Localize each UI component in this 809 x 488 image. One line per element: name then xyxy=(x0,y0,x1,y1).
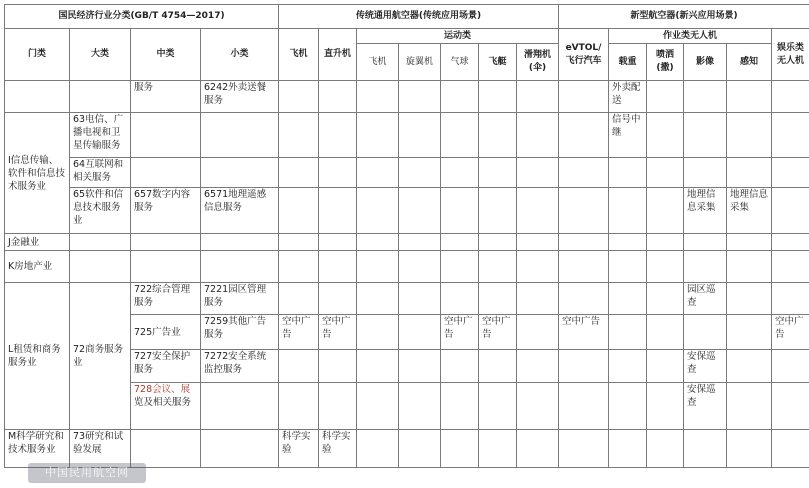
traditional-aircraft-header: 传统通用航空器(传统应用场景) xyxy=(279,5,559,29)
dalei-cell: 65软件和信息技术服务业 xyxy=(70,188,131,234)
xiaolei-cell: 6242外卖送餐服务 xyxy=(201,81,279,113)
imaging-cell: 地理信息采集 xyxy=(684,188,727,234)
balloon-header: 气球 xyxy=(441,44,479,81)
gyroplane-header: 旋翼机 xyxy=(399,44,441,81)
menlei-J-cell: J金融业 xyxy=(5,234,70,251)
dalei-cell: 64互联网和相关服务 xyxy=(70,158,131,188)
sensing-header: 感知 xyxy=(727,44,772,81)
zhonglei-text: 览及相关服务 xyxy=(134,397,192,408)
airship-cell: 空中广告 xyxy=(479,315,517,350)
zhonglei-cell xyxy=(131,383,201,430)
plane-header: 飞机 xyxy=(279,29,319,81)
zhonglei-cell: 657数字内容服务 xyxy=(131,188,201,234)
entertainment-uav-header: 娱乐类无人机 xyxy=(772,29,809,81)
xiaolei-cell: 7259其他广告服务 xyxy=(201,315,279,350)
plane-cell: 科学实验 xyxy=(279,430,319,468)
menlei-K-cell: K房地产业 xyxy=(5,251,70,283)
industry-aircraft-table xyxy=(4,4,809,468)
imaging-cell: 安保巡查 xyxy=(684,350,727,383)
helicopter-header: 直升机 xyxy=(319,29,357,81)
payload-cell: 信号中继 xyxy=(609,113,647,158)
menlei-header: 门类 xyxy=(5,29,70,81)
payload-cell: 外卖配送 xyxy=(609,81,647,113)
xiaolei-cell: 7221园区管理服务 xyxy=(201,283,279,315)
balloon-cell: 空中广告 xyxy=(441,315,479,350)
highlighted-text: 728会议、展 xyxy=(134,384,191,395)
imaging-cell: 安保巡查 xyxy=(684,383,727,430)
zhonglei-cell: 722综合管理服务 xyxy=(131,283,201,315)
evtol-cell: 空中广告 xyxy=(559,315,609,350)
xiaolei-header: 小类 xyxy=(201,29,279,81)
dalei-header: 大类 xyxy=(70,29,131,81)
menlei-L-cell: L租赁和商务服务业 xyxy=(5,283,70,430)
xiaolei-cell: 6571地理遥感信息服务 xyxy=(201,188,279,234)
menlei-I-cell: I信息传输、软件和信息技术服务业 xyxy=(5,113,70,234)
imaging-header: 影像 xyxy=(684,44,727,81)
table-cell xyxy=(70,81,131,113)
sport-plane-header: 飞机 xyxy=(357,44,399,81)
sensing-cell: 地理信息采集 xyxy=(727,188,772,234)
sport-header: 运动类 xyxy=(357,29,559,44)
gb-title-header: 国民经济行业分类(GB/T 4754—2017) xyxy=(5,5,279,29)
payload-header: 载重 xyxy=(609,44,647,81)
zhonglei-cell: 服务 xyxy=(131,81,201,113)
dalei-cell: 73研究和试验发展 xyxy=(70,430,131,468)
zhonglei-cell: 725广告业 xyxy=(131,315,201,350)
helicopter-cell: 科学实验 xyxy=(319,430,357,468)
spray-header: 喷洒(撒) xyxy=(647,44,684,81)
evtol-header: eVTOL/飞行汽车 xyxy=(559,29,609,81)
dalei-72-cell: 72商务服务业 xyxy=(70,283,131,430)
imaging-cell: 园区巡查 xyxy=(684,283,727,315)
zhonglei-cell: 727安全保护服务 xyxy=(131,350,201,383)
entertainment-cell: 空中广告 xyxy=(772,315,809,350)
zhonglei-header: 中类 xyxy=(131,29,201,81)
work-uav-header: 作业类无人机 xyxy=(609,29,772,44)
airship-header: 飞艇 xyxy=(479,44,517,81)
table-cell xyxy=(5,81,70,113)
menlei-M-cell: M科学研究和技术服务业 xyxy=(5,430,70,468)
plane-cell: 空中广告 xyxy=(279,315,319,350)
new-aircraft-header: 新型航空器(新兴应用场景) xyxy=(559,5,809,29)
helicopter-cell: 空中广告 xyxy=(319,315,357,350)
watermark: 中国民用航空网 xyxy=(28,463,146,483)
dalei-cell: 63电信、广播电视和卫星传输服务 xyxy=(70,113,131,158)
glider-header: 滑翔机(伞) xyxy=(517,44,559,81)
xiaolei-cell: 7272安全系统监控服务 xyxy=(201,350,279,383)
